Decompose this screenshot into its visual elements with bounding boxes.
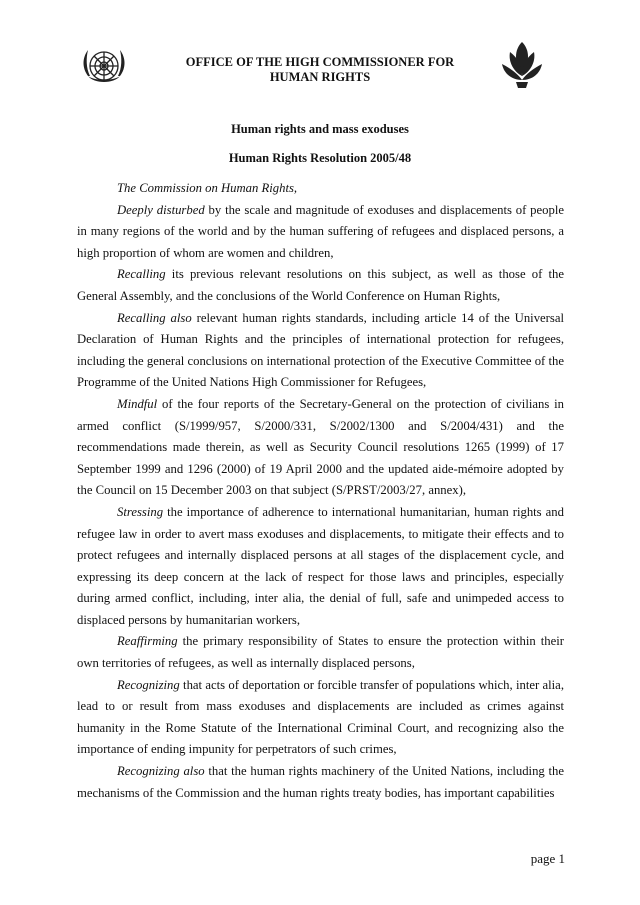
resolution-body <box>77 178 564 804</box>
paragraph-lead: Deeply disturbed <box>117 202 205 217</box>
document-title: Human rights and mass exoduses <box>231 122 409 136</box>
preamble-paragraph <box>77 200 564 265</box>
paragraph-lead: Recognizing also <box>117 764 205 779</box>
preamble-paragraph <box>77 178 564 200</box>
resolution-number: Human Rights Resolution 2005/48 <box>228 151 412 165</box>
office-header <box>150 55 490 85</box>
preamble-paragraph <box>77 394 564 502</box>
paragraph-text: the primary responsibility of States to ensure the protection within their own territories of refugees, as well as internally displaced persons, <box>77 634 564 671</box>
preamble-paragraph <box>77 761 564 804</box>
preamble-paragraph <box>77 264 564 307</box>
paragraph-lead: Recalling also <box>117 310 192 325</box>
paragraph-text: of the four reports of the Secretary-General on the protection of civilians in armed conflict (S/1999/957, S/2000/331, S/2002/1300 and S/2004/431) and the recommendations made therein, as well as Security Council resolutions 1265 (1999) of 17 September 1999 and 1296 (2000) of 19 April 2000 and the updated aide-mémoire adopted by the Council on 15 December 2003 on that subject (S/PRST/2003/27, annex), <box>77 396 564 498</box>
preamble-paragraph <box>77 308 564 394</box>
paragraph-text: by the scale and magnitude of exoduses and displacements of people in many regions of the world and by the human suffering of refugees and displaced persons, a high proportion of whom are women and children, <box>77 202 564 260</box>
paragraph-lead: The Commission on Human Rights, <box>117 181 298 195</box>
paragraph-text: that the human rights machinery of the United Nations, including the mechanisms of the Commission and the human rights treaty bodies, has important capabilities <box>77 764 564 800</box>
human-rights-flame-icon <box>500 38 544 90</box>
paragraph-text: its previous relevant resolutions on this subject, as well as those of the General Assembly, and the conclusions of the World Conference on Human Rights, <box>77 267 564 303</box>
header-line-1: OFFICE OF THE HIGH COMMISSIONER FOR <box>185 55 455 69</box>
preamble-paragraph <box>77 631 564 674</box>
paragraph-text: that acts of deportation or forcible transfer of populations which, inter alia, lead to or result from mass exoduses and displacements are included as crimes against humanity in the Rome Statute of the International Criminal Court, and recognizing also the importance of ending impunity for perpetrators of such crimes, <box>77 677 564 757</box>
paragraph-lead: Stressing <box>117 504 164 519</box>
paragraph-lead: Reaffirming <box>117 634 178 649</box>
page-number: page 1 <box>530 851 565 866</box>
paragraph-lead: Mindful <box>117 396 158 411</box>
header-line-2: HUMAN RIGHTS <box>269 70 371 84</box>
preamble-paragraph <box>77 502 564 632</box>
paragraph-lead: Recognizing <box>117 677 180 692</box>
paragraph-text: the importance of adherence to international humanitarian, human rights and refugee law in order to avert mass exoduses and displacements, to mitigate their effects and to protect refugees and internally displaced persons at all stages of the displacement cycle, and expressing its deep concern at the lack of respect for those laws and principles, especially during armed conflict, including, inter alia, the denial of full, safe and unimpeded access to displaced persons by humanitarian workers, <box>77 504 564 627</box>
paragraph-text: relevant human rights standards, including article 14 of the Universal Declaration of Human Rights and the principles of international protection for refugees, including the general conclusions on international protection of the Executive Committee of the Programme of the United Nations High Commissioner for Refugees, <box>77 310 564 390</box>
un-emblem-icon <box>80 42 128 90</box>
paragraph-lead: Recalling <box>117 267 166 282</box>
preamble-paragraph <box>77 675 564 761</box>
